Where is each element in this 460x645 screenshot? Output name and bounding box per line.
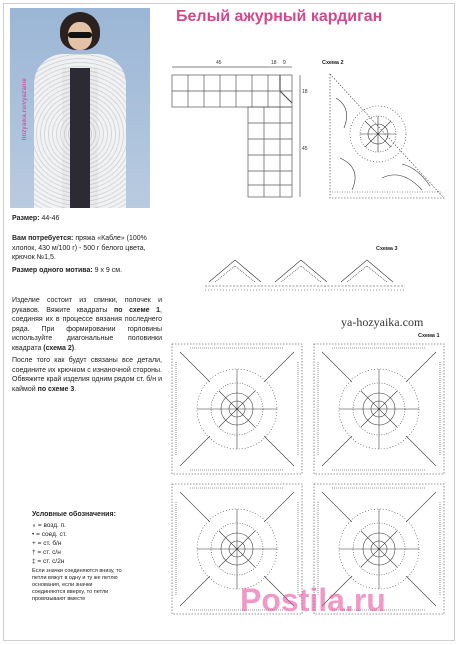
yarn-info — [12, 234, 162, 263]
legend — [32, 510, 127, 603]
garment-schematic — [168, 55, 318, 205]
motif-label: Размер одного мотива: — [12, 267, 93, 274]
legend-item-tr: ‡ = ст. с/2н — [32, 558, 65, 565]
scheme-3-label: Схема 3 — [376, 246, 398, 252]
yarn-value: пряжа «Кабле» (100% хлопок, 430 м/100 г) - 500 г белого цвета, крючок №1,5. — [12, 235, 147, 261]
dim-top-mid: 18 — [271, 60, 277, 66]
instructions-paragraph-2: После того как будут связаны все детали, соедините их крючком с изнаночной стороны. Обвяжите край изделия одним рядом ст. б/н и каймой по схеме 3. — [12, 357, 162, 393]
motif-info — [12, 266, 122, 276]
schematic-top-band — [172, 75, 292, 107]
page-title: Белый ажурный кардиган — [176, 8, 383, 25]
model-photo — [10, 8, 150, 208]
schematic-body — [248, 107, 292, 197]
chain-symbol-icon: ∘ — [32, 522, 38, 529]
legend-item-dc: † = ст. с/н — [32, 549, 61, 556]
motif-top-left — [172, 344, 302, 474]
instructions-paragraph-1: Изделие состоит из спинки, полочек и рукавов. Вяжите квадраты по схеме 1, соединяя их в процессе вязания последнего ряда. При формировании горловины используйте диагональные половинки квадрата (схема 2). — [12, 297, 162, 352]
tr-symbol-icon: ‡ — [32, 558, 38, 565]
scheme-1-diagram — [166, 340, 456, 620]
site-watermark: ya-hozyaika.com — [341, 315, 424, 329]
dim-right-mid: 45 — [302, 146, 308, 152]
instructions-text — [12, 296, 162, 394]
photo-sunglasses — [68, 32, 92, 38]
photo-watermark: hozyaika.ru/vyazanie — [22, 78, 28, 141]
legend-item-slip: • = соед. ст. — [32, 531, 67, 538]
sc-symbol-icon: + — [32, 540, 38, 547]
scheme-1-label: Схема 1 — [418, 333, 440, 339]
size-value: 44-46 — [41, 215, 60, 222]
schematic-neckline — [280, 75, 292, 103]
motif-value: 9 x 9 см. — [94, 267, 123, 274]
dim-right-top: 18 — [302, 89, 308, 95]
scheme-2-diagram — [322, 68, 450, 206]
size-label: Размер: — [12, 215, 40, 222]
postila-watermark: Postila.ru — [240, 582, 386, 618]
legend-heading: Условные обозначения: — [32, 511, 116, 518]
dim-top-right: 9 — [283, 60, 286, 66]
photo-dress-front — [70, 68, 90, 208]
motif-top-right — [314, 344, 444, 474]
slip-stitch-icon: • — [32, 531, 37, 538]
yarn-label: Вам потребуется: — [12, 235, 74, 242]
legend-item-chain: ∘ = возд. п. — [32, 522, 66, 529]
scheme-2-label: Схема 2 — [322, 60, 344, 66]
scheme-3-diagram — [205, 252, 405, 292]
size-info — [12, 214, 59, 224]
dim-top-left: 45 — [216, 60, 222, 66]
legend-note: Если значки соединяются внизу, то петли вяжут в одну и ту же петлю основания, если значки соединяются вверху, то петли провязывают вместе — [32, 568, 122, 602]
legend-item-sc: + = ст. б/н — [32, 540, 62, 547]
dc-symbol-icon: † — [32, 549, 38, 556]
